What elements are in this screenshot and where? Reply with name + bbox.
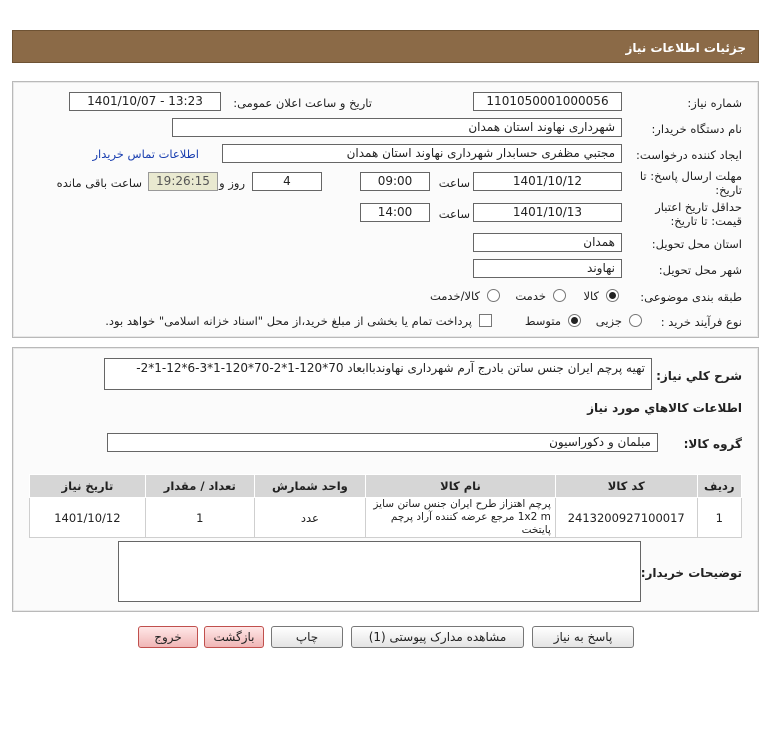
category-goods-label: کالا — [583, 289, 599, 303]
creator-field: مجتبي مظفری حسابدار شهرداری نهاوند استان همدان — [222, 144, 622, 163]
reply-button[interactable]: پاسخ به نیاز — [532, 626, 634, 648]
row-index: 1 — [697, 498, 741, 538]
contact-buyer-link[interactable]: اطلاعات تماس خریدار — [92, 147, 199, 161]
validity-label: حداقل تاریخ اعتبار — [655, 200, 742, 214]
col-qty: تعداد / مقدار — [145, 475, 254, 498]
deadline-time-field: 09:00 — [360, 172, 430, 191]
page-title: جزئیات اطلاعات نیاز — [625, 41, 746, 55]
treasury-payment-note: پرداخت تمام یا بخشی از مبلغ خرید،از محل "اسناد خزانه اسلامی" خواهد بود. — [105, 314, 472, 328]
remaining-time-field: 19:26:15 — [148, 172, 218, 191]
row-date: 1401/10/12 — [30, 498, 146, 538]
goods-group-field: مبلمان و دکوراسیون — [107, 433, 658, 452]
goods-section-title: اطلاعات کالاهاي مورد نياز — [587, 401, 742, 415]
process-minor-label: جزیی — [595, 314, 622, 328]
process-medium-label: متوسط — [524, 314, 561, 328]
col-unit: واحد شمارش — [254, 475, 365, 498]
days-label: روز و — [219, 176, 245, 190]
page-header — [12, 30, 759, 63]
deadline-label: مهلت ارسال پاسخ: تا — [639, 169, 742, 183]
treasury-payment-checkbox[interactable] — [479, 314, 492, 327]
validity-label-2: قیمت: تا تاریخ: — [670, 214, 742, 228]
province-label: استان محل تحویل: — [651, 237, 742, 251]
description-field: تهیه پرچم ایران جنس ساتن بادرج آرم شهرداری نهاوندباابعاد 70*120-1*2-70*120-1*3-6*12-1*2- — [104, 358, 652, 390]
deadline-label-2: تاریخ: — [715, 183, 742, 197]
deadline-time-label: ساعت — [438, 176, 470, 190]
deadline-date-field: 1401/10/12 — [473, 172, 622, 191]
col-code: کد کالا — [555, 475, 697, 498]
city-field: نهاوند — [473, 259, 622, 278]
remaining-label: ساعت باقی مانده — [56, 176, 142, 190]
need-number-label: شماره نیاز: — [687, 96, 742, 110]
validity-time-field: 14:00 — [360, 203, 430, 222]
goods-table — [29, 474, 742, 538]
city-label: شهر محل تحویل: — [658, 263, 742, 277]
table-row — [30, 498, 742, 538]
buyer-notes-field — [118, 541, 641, 602]
process-label: نوع فرآیند خرید : — [660, 315, 742, 329]
announce-field: 1401/10/07 - 13:23 — [69, 92, 221, 111]
col-index: ردیف — [697, 475, 741, 498]
row-qty: 1 — [145, 498, 254, 538]
province-field: همدان — [473, 233, 622, 252]
goods-group-label: گروه کالا: — [683, 437, 742, 451]
announce-label: تاریخ و ساعت اعلان عمومی: — [233, 96, 372, 110]
col-date: تاریخ نیاز — [30, 475, 146, 498]
process-minor-radio[interactable] — [629, 314, 642, 327]
category-goods-radio[interactable] — [606, 289, 619, 302]
process-medium-radio[interactable] — [568, 314, 581, 327]
category-service-label: خدمت — [515, 289, 546, 303]
back-button[interactable]: بازگشت — [204, 626, 264, 648]
buyer-org-label: نام دستگاه خریدار: — [651, 122, 742, 136]
category-both-label: کالا/خدمت — [429, 289, 480, 303]
category-service-radio[interactable] — [553, 289, 566, 302]
validity-date-field: 1401/10/13 — [473, 203, 622, 222]
view-attachments-button[interactable]: مشاهده مدارک پیوستی (1) — [351, 626, 524, 648]
row-code: 2413200927100017 — [555, 498, 697, 538]
days-field: 4 — [252, 172, 322, 191]
goods-table-header — [30, 475, 742, 498]
print-button[interactable]: چاپ — [271, 626, 343, 648]
row-name: پرچم اهتزاز طرح ایران جنس ساتن سایز 1x2 m مرجع عرضه کننده آراد پرچم پایتخت — [366, 498, 556, 538]
category-label: طبقه بندی موضوعی: — [640, 290, 742, 304]
row-unit: عدد — [254, 498, 365, 538]
buyer-notes-label: توضیحات خریدار: — [640, 566, 742, 580]
validity-time-label: ساعت — [438, 207, 470, 221]
category-both-radio[interactable] — [487, 289, 500, 302]
description-label: شرح کلي نياز: — [656, 369, 742, 383]
col-name: نام کالا — [366, 475, 556, 498]
buyer-org-field: شهرداری نهاوند استان همدان — [172, 118, 622, 137]
creator-label: ایجاد کننده درخواست: — [636, 148, 742, 162]
exit-button[interactable]: خروج — [138, 626, 198, 648]
need-number-field: 1101050001000056 — [473, 92, 622, 111]
